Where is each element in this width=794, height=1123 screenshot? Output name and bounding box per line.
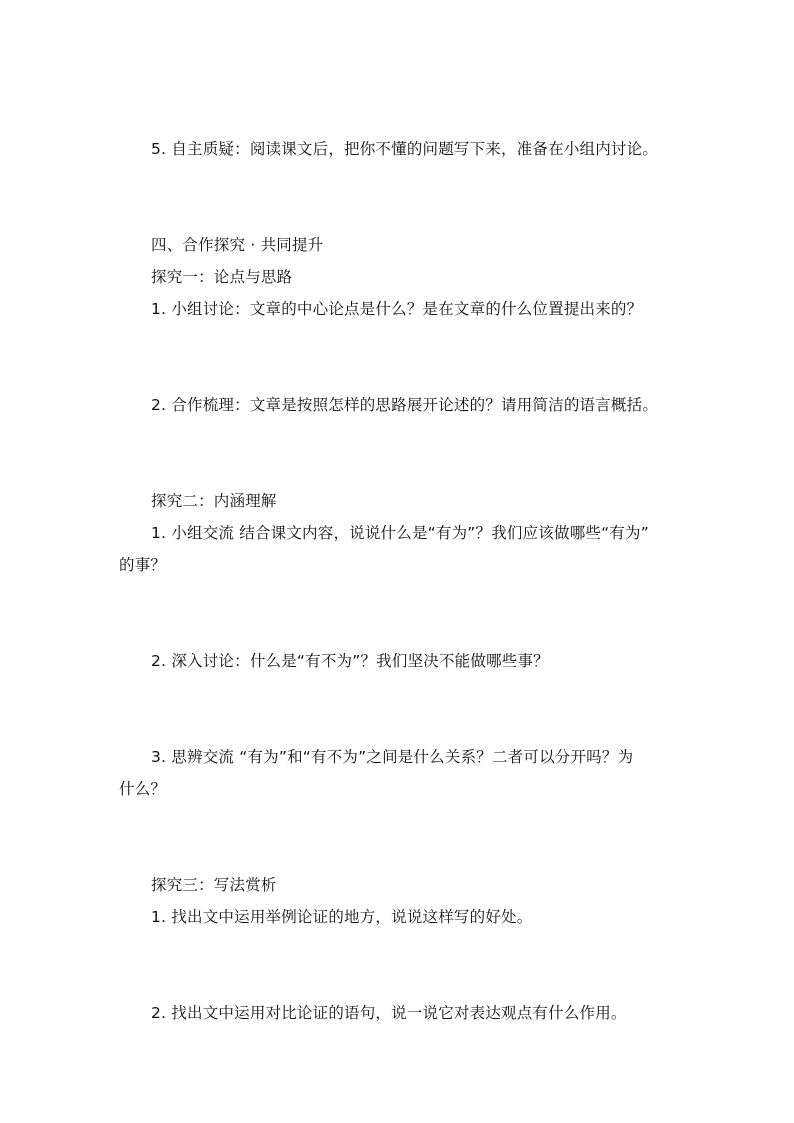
section-heading-cooperative-exploration: 四、合作探究 · 共同提升: [151, 236, 324, 254]
explore-2-question-3-line-1: 3. 思辨交流 “有为”和“有不为”之间是什么关系？二者可以分开吗？为: [151, 748, 634, 766]
explore-3-question-1: 1. 找出文中运用举例论证的地方，说说这样写的好处。: [151, 908, 533, 926]
explore-1-question-1: 1. 小组讨论：文章的中心论点是什么？是在文章的什么位置提出来的？: [151, 300, 643, 318]
explore-3-question-2: 2. 找出文中运用对比论证的语句，说一说它对表达观点有什么作用。: [151, 1004, 627, 1022]
explore-3-title: 探究三：写法赏析: [151, 876, 277, 894]
explore-2-question-1-line-1: 1. 小组交流 结合课文内容，说说什么是“有为”？我们应该做哪些“有为”: [151, 524, 649, 542]
question-5-self-questioning: 5. 自主质疑：阅读课文后，把你不懂的问题写下来，准备在小组内讨论。: [151, 140, 659, 158]
explore-2-question-1-line-2: 的事？: [119, 556, 167, 574]
explore-2-question-3-line-2: 什么？: [119, 780, 167, 798]
explore-1-question-2: 2. 合作梳理：文章是按照怎样的思路展开论述的？请用简洁的语言概括。: [151, 396, 659, 414]
explore-2-question-2: 2. 深入讨论：什么是“有不为”？我们坚决不能做哪些事？: [151, 652, 549, 670]
explore-1-title: 探究一：论点与思路: [151, 268, 293, 286]
explore-2-title: 探究二：内涵理解: [151, 492, 277, 510]
